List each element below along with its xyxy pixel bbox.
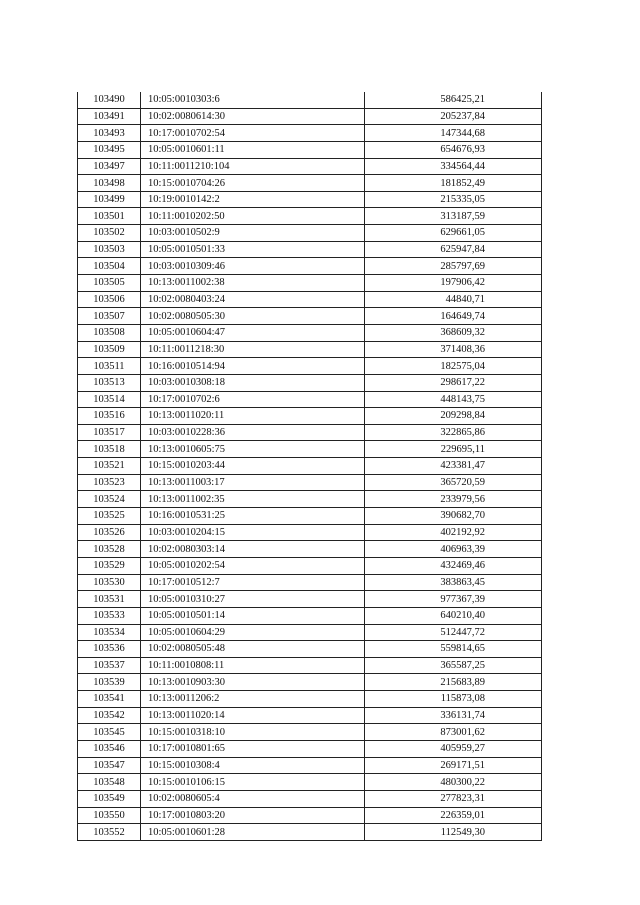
record-id-cell: 103518 — [78, 441, 141, 458]
amount-cell: 44840,71 — [365, 291, 542, 308]
table-row — [78, 824, 542, 841]
record-id-cell: 103549 — [78, 790, 141, 807]
table-body — [78, 92, 542, 840]
cadastral-number-cell: 10:17:0010803:20 — [141, 807, 365, 824]
amount-cell: 423381,47 — [365, 458, 542, 475]
cadastral-number-cell: 10:13:0011002:35 — [141, 491, 365, 508]
amount-cell: 215683,89 — [365, 674, 542, 691]
cadastral-number-cell: 10:02:0080403:24 — [141, 291, 365, 308]
amount-cell: 115873,08 — [365, 691, 542, 708]
record-id-cell: 103524 — [78, 491, 141, 508]
table-row — [78, 624, 542, 641]
cadastral-number-cell: 10:03:0010309:46 — [141, 258, 365, 275]
amount-cell: 368609,32 — [365, 324, 542, 341]
amount-cell: 205237,84 — [365, 108, 542, 125]
record-id-cell: 103503 — [78, 241, 141, 258]
amount-cell: 229695,11 — [365, 441, 542, 458]
amount-cell: 873001,62 — [365, 724, 542, 741]
table-row — [78, 524, 542, 541]
amount-cell: 313187,59 — [365, 208, 542, 225]
table-row — [78, 108, 542, 125]
data-table — [77, 92, 542, 841]
amount-cell: 269171,51 — [365, 757, 542, 774]
record-id-cell: 103509 — [78, 341, 141, 358]
record-id-cell: 103536 — [78, 641, 141, 658]
table-row — [78, 208, 542, 225]
cadastral-number-cell: 10:17:0010512:7 — [141, 574, 365, 591]
cadastral-number-cell: 10:13:0011002:38 — [141, 275, 365, 292]
cadastral-number-cell: 10:16:0010514:94 — [141, 358, 365, 375]
cadastral-number-cell: 10:02:0080614:30 — [141, 108, 365, 125]
amount-cell: 371408,36 — [365, 341, 542, 358]
cadastral-number-cell: 10:11:0011218:30 — [141, 341, 365, 358]
table-row — [78, 491, 542, 508]
amount-cell: 365720,59 — [365, 474, 542, 491]
table-row — [78, 92, 542, 108]
cadastral-number-cell: 10:03:0010204:15 — [141, 524, 365, 541]
record-id-cell: 103514 — [78, 391, 141, 408]
table-row — [78, 607, 542, 624]
table-row — [78, 275, 542, 292]
amount-cell: 277823,31 — [365, 790, 542, 807]
amount-cell: 164649,74 — [365, 308, 542, 325]
table-row — [78, 790, 542, 807]
table-row — [78, 324, 542, 341]
amount-cell: 334564,44 — [365, 158, 542, 175]
amount-cell: 365587,25 — [365, 657, 542, 674]
cadastral-number-cell: 10:03:0010502:9 — [141, 225, 365, 242]
cadastral-number-cell: 10:19:0010142:2 — [141, 191, 365, 208]
cadastral-number-cell: 10:05:0010303:6 — [141, 92, 365, 108]
record-id-cell: 103504 — [78, 258, 141, 275]
record-id-cell: 103547 — [78, 757, 141, 774]
record-id-cell: 103513 — [78, 374, 141, 391]
cadastral-number-cell: 10:11:0010808:11 — [141, 657, 365, 674]
record-id-cell: 103525 — [78, 508, 141, 525]
amount-cell: 586425,21 — [365, 92, 542, 108]
cadastral-number-cell: 10:02:0080303:14 — [141, 541, 365, 558]
cadastral-number-cell: 10:05:0010601:28 — [141, 824, 365, 841]
table-row — [78, 191, 542, 208]
record-id-cell: 103511 — [78, 358, 141, 375]
table-row — [78, 225, 542, 242]
record-id-cell: 103539 — [78, 674, 141, 691]
record-id-cell: 103521 — [78, 458, 141, 475]
record-id-cell: 103491 — [78, 108, 141, 125]
amount-cell: 640210,40 — [365, 607, 542, 624]
table-row — [78, 474, 542, 491]
record-id-cell: 103552 — [78, 824, 141, 841]
amount-cell: 197906,42 — [365, 275, 542, 292]
cadastral-number-cell: 10:05:0010601:11 — [141, 141, 365, 158]
table-row — [78, 691, 542, 708]
table-row — [78, 657, 542, 674]
record-id-cell: 103541 — [78, 691, 141, 708]
table-row — [78, 241, 542, 258]
cadastral-number-cell: 10:11:0011210:104 — [141, 158, 365, 175]
table-row — [78, 158, 542, 175]
cadastral-number-cell: 10:03:0010228:36 — [141, 424, 365, 441]
record-id-cell: 103490 — [78, 92, 141, 108]
cadastral-number-cell: 10:17:0010801:65 — [141, 740, 365, 757]
record-id-cell: 103534 — [78, 624, 141, 641]
table-row — [78, 441, 542, 458]
record-id-cell: 103508 — [78, 324, 141, 341]
cadastral-number-cell: 10:05:0010310:27 — [141, 591, 365, 608]
cadastral-number-cell: 10:05:0010202:54 — [141, 557, 365, 574]
cadastral-number-cell: 10:15:0010308:4 — [141, 757, 365, 774]
amount-cell: 298617,22 — [365, 374, 542, 391]
record-id-cell: 103550 — [78, 807, 141, 824]
record-id-cell: 103499 — [78, 191, 141, 208]
table-row — [78, 291, 542, 308]
table-row — [78, 141, 542, 158]
amount-cell: 226359,01 — [365, 807, 542, 824]
cadastral-number-cell: 10:13:0011206:2 — [141, 691, 365, 708]
record-id-cell: 103529 — [78, 557, 141, 574]
table-row — [78, 125, 542, 142]
table-row — [78, 740, 542, 757]
amount-cell: 322865,86 — [365, 424, 542, 441]
record-id-cell: 103495 — [78, 141, 141, 158]
record-id-cell: 103502 — [78, 225, 141, 242]
table-row — [78, 508, 542, 525]
amount-cell: 559814,65 — [365, 641, 542, 658]
table-row — [78, 541, 542, 558]
table-row — [78, 757, 542, 774]
cadastral-number-cell: 10:05:0010604:47 — [141, 324, 365, 341]
record-id-cell: 103528 — [78, 541, 141, 558]
record-id-cell: 103516 — [78, 408, 141, 425]
table-row — [78, 175, 542, 192]
record-id-cell: 103531 — [78, 591, 141, 608]
cadastral-number-cell: 10:05:0010501:33 — [141, 241, 365, 258]
table-row — [78, 641, 542, 658]
record-id-cell: 103507 — [78, 308, 141, 325]
record-id-cell: 103542 — [78, 707, 141, 724]
amount-cell: 336131,74 — [365, 707, 542, 724]
cadastral-number-cell: 10:02:0080505:48 — [141, 641, 365, 658]
amount-cell: 432469,46 — [365, 557, 542, 574]
amount-cell: 480300,22 — [365, 774, 542, 791]
amount-cell: 625947,84 — [365, 241, 542, 258]
cadastral-number-cell: 10:13:0010903:30 — [141, 674, 365, 691]
cadastral-number-cell: 10:15:0010203:44 — [141, 458, 365, 475]
cadastral-number-cell: 10:05:0010604:29 — [141, 624, 365, 641]
amount-cell: 215335,05 — [365, 191, 542, 208]
amount-cell: 512447,72 — [365, 624, 542, 641]
cadastral-number-cell: 10:13:0011020:14 — [141, 707, 365, 724]
table-row — [78, 591, 542, 608]
record-id-cell: 103548 — [78, 774, 141, 791]
table-row — [78, 391, 542, 408]
table-row — [78, 807, 542, 824]
table-row — [78, 557, 542, 574]
amount-cell: 383863,45 — [365, 574, 542, 591]
cadastral-number-cell: 10:11:0010202:50 — [141, 208, 365, 225]
cadastral-number-cell: 10:15:0010318:10 — [141, 724, 365, 741]
cadastral-number-cell: 10:13:0011003:17 — [141, 474, 365, 491]
record-id-cell: 103523 — [78, 474, 141, 491]
record-id-cell: 103545 — [78, 724, 141, 741]
amount-cell: 977367,39 — [365, 591, 542, 608]
table-row — [78, 408, 542, 425]
cadastral-number-cell: 10:15:0010704:26 — [141, 175, 365, 192]
cadastral-number-cell: 10:16:0010531:25 — [141, 508, 365, 525]
cadastral-number-cell: 10:03:0010308:18 — [141, 374, 365, 391]
table-row — [78, 458, 542, 475]
table-row — [78, 574, 542, 591]
table-row — [78, 707, 542, 724]
table-row — [78, 424, 542, 441]
cadastral-number-cell: 10:17:0010702:6 — [141, 391, 365, 408]
table-row — [78, 724, 542, 741]
amount-cell: 233979,56 — [365, 491, 542, 508]
amount-cell: 629661,05 — [365, 225, 542, 242]
record-id-cell: 103505 — [78, 275, 141, 292]
amount-cell: 405959,27 — [365, 740, 542, 757]
cadastral-number-cell: 10:05:0010501:14 — [141, 607, 365, 624]
record-id-cell: 103497 — [78, 158, 141, 175]
cadastral-number-cell: 10:15:0010106:15 — [141, 774, 365, 791]
table-row — [78, 258, 542, 275]
table-row — [78, 374, 542, 391]
amount-cell: 209298,84 — [365, 408, 542, 425]
table-row — [78, 308, 542, 325]
amount-cell: 182575,04 — [365, 358, 542, 375]
record-id-cell: 103501 — [78, 208, 141, 225]
amount-cell: 390682,70 — [365, 508, 542, 525]
amount-cell: 147344,68 — [365, 125, 542, 142]
amount-cell: 448143,75 — [365, 391, 542, 408]
record-id-cell: 103498 — [78, 175, 141, 192]
cadastral-number-cell: 10:17:0010702:54 — [141, 125, 365, 142]
amount-cell: 406963,39 — [365, 541, 542, 558]
amount-cell: 181852,49 — [365, 175, 542, 192]
document-page — [77, 92, 541, 841]
amount-cell: 654676,93 — [365, 141, 542, 158]
cadastral-number-cell: 10:13:0011020:11 — [141, 408, 365, 425]
table-row — [78, 774, 542, 791]
record-id-cell: 103506 — [78, 291, 141, 308]
record-id-cell: 103537 — [78, 657, 141, 674]
amount-cell: 112549,30 — [365, 824, 542, 841]
amount-cell: 285797,69 — [365, 258, 542, 275]
table-row — [78, 674, 542, 691]
record-id-cell: 103493 — [78, 125, 141, 142]
record-id-cell: 103546 — [78, 740, 141, 757]
cadastral-number-cell: 10:02:0080605:4 — [141, 790, 365, 807]
cadastral-number-cell: 10:13:0010605:75 — [141, 441, 365, 458]
record-id-cell: 103533 — [78, 607, 141, 624]
record-id-cell: 103530 — [78, 574, 141, 591]
record-id-cell: 103517 — [78, 424, 141, 441]
table-row — [78, 358, 542, 375]
amount-cell: 402192,92 — [365, 524, 542, 541]
cadastral-number-cell: 10:02:0080505:30 — [141, 308, 365, 325]
record-id-cell: 103526 — [78, 524, 141, 541]
table-row — [78, 341, 542, 358]
